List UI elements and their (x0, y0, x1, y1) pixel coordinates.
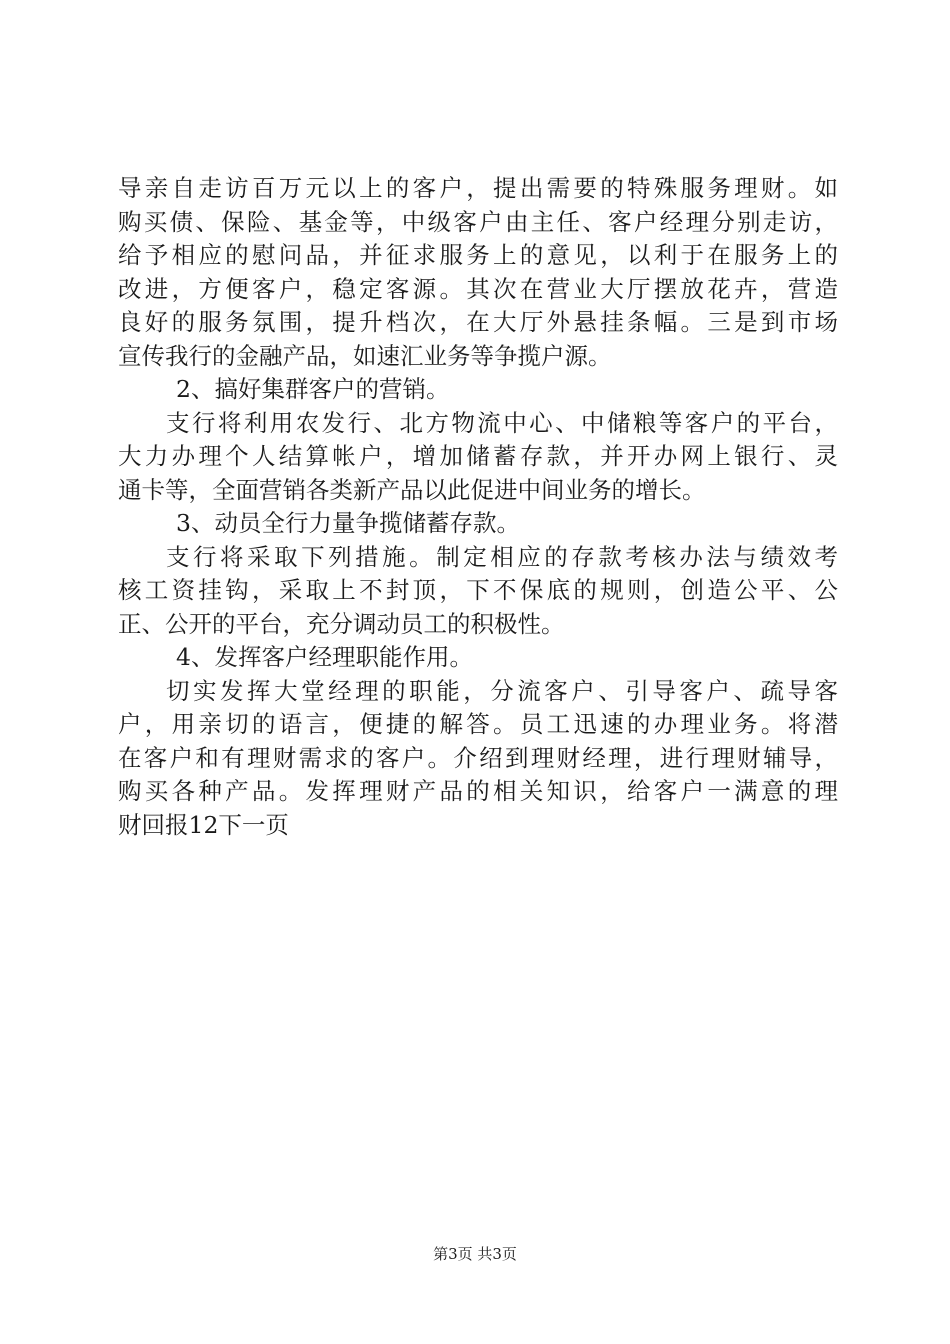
body-line: 支行将采取下列措施。制定相应的存款考核办法与绩效考 (166, 542, 838, 571)
body-line: 购买债、保险、基金等，中级客户由主任、客户经理分别走访， (118, 207, 838, 236)
body-line: 宣传我行的金融产品，如速汇业务等争揽户源。 (118, 341, 612, 370)
body-line: 导亲自走访百万元以上的客户，提出需要的特殊服务理财。如 (118, 174, 838, 202)
body-line: 户，用亲切的语言，便捷的解答。员工迅速的办理业务。将潜 (118, 710, 838, 738)
body-line: 核工资挂钩，采取上不封顶，下不保底的规则，创造公平、公 (118, 576, 838, 604)
body-line: 正、公开的平台，充分调动员工的积极性。 (118, 609, 565, 638)
body-line: 在客户和有理财需求的客户。介绍到理财经理，进行理财辅导， (118, 743, 838, 772)
body-line: 购买各种产品。发挥理财产品的相关知识，给客户一满意的理 (118, 777, 838, 805)
body-line: 改进，方便客户，稳定客源。其次在营业大厅摆放花卉，营造 (118, 274, 838, 303)
section-heading: 3、动员全行力量争揽储蓄存款。 (176, 509, 520, 537)
document-body (118, 172, 838, 842)
page-number-footer: 第3页 共3页 (433, 1245, 517, 1263)
body-line: 良好的服务氛围，提升档次，在大厅外悬挂条幅。三是到市场 (118, 308, 838, 336)
body-line: 支行将利用农发行、北方物流中心、中储粮等客户的平台， (166, 408, 838, 437)
body-line: 大力办理个人结算帐户，增加储蓄存款，并开办网上银行、灵 (118, 442, 838, 470)
body-line: 给予相应的慰问品，并征求服务上的意见，以利于在服务上的 (118, 241, 838, 269)
body-line: 通卡等，全面营销各类新产品以此促进中间业务的增长。 (118, 475, 706, 504)
section-heading: 4、发挥客户经理职能作用。 (176, 643, 473, 671)
body-line: 切实发挥大堂经理的职能，分流客户、引导客户、疏导客 (166, 676, 838, 705)
section-heading: 2、搞好集群客户的营销。 (176, 375, 450, 403)
body-line: 财回报12下一页 (118, 810, 289, 839)
